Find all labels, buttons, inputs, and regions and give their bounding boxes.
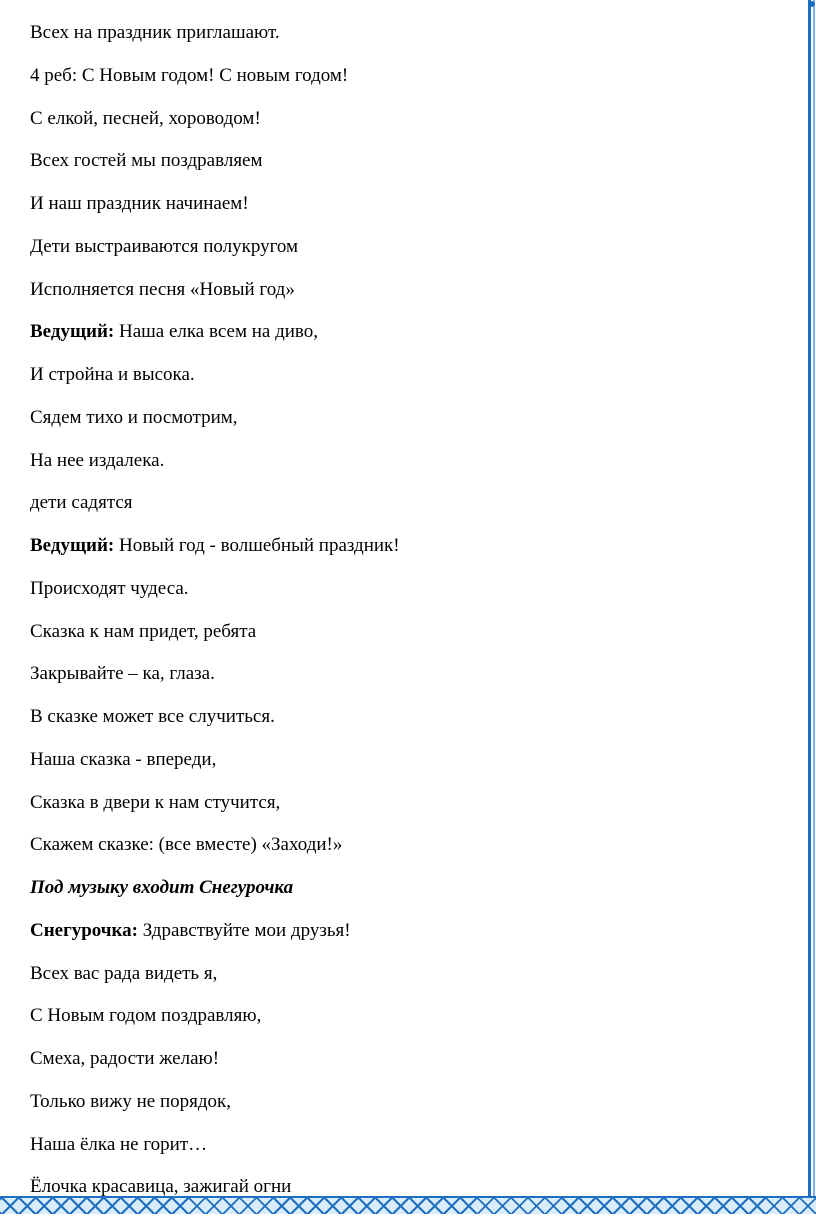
text-line: Наша сказка - впереди, (30, 748, 217, 770)
stage-direction: Под музыку входит Снегурочка (30, 877, 294, 898)
text-line: 4 реб: С Новым годом! С новым годом! (30, 64, 349, 86)
script-text (30, 20, 790, 1217)
speaker-name: Снегурочка: (30, 919, 139, 941)
speaker-line: Снегурочка: Здравствуйте мои друзья! (30, 919, 351, 941)
text-line: Всех на праздник приглашают. (30, 22, 280, 43)
stage-direction: Дети выстраиваются полукругом (30, 235, 299, 257)
text-line: С Новым годом поздравляю, (30, 1005, 262, 1027)
stage-direction: Исполняется песня «Новый год» (30, 278, 295, 300)
text-line: Ёлочка красавица, зажигай огни (30, 1176, 292, 1198)
speaker-name: Ведущий: (30, 321, 115, 343)
text-line: Смеха, радости желаю! (30, 1048, 220, 1069)
text-line: Происходят чудеса. (30, 577, 189, 599)
stage-direction: дети садятся (30, 492, 133, 514)
text-line: На нее издалека. (30, 449, 165, 471)
text-line: Всех гостей мы поздравляем (30, 150, 263, 172)
text-line: Всех вас рада видеть я, (30, 962, 218, 984)
text-line: И наш праздник начинаем! (30, 193, 249, 214)
text-line: Закрывайте – ка, глаза. (30, 663, 215, 685)
text-line: В сказке может все случиться. (30, 706, 275, 727)
speaker-line: Ведущий: Наша елка всем на диво, (30, 321, 319, 343)
text-line: С елкой, песней, хороводом! (30, 107, 261, 129)
text-line: Наша ёлка не горит… (30, 1133, 208, 1155)
text-line: Скажем сказке: (все вместе) «Заходи!» (30, 834, 343, 856)
speaker-line: Ведущий: Новый год - волшебный праздник! (30, 535, 400, 556)
speaker-name: Ведущий: (30, 535, 115, 556)
text-line: И стройна и высока. (30, 364, 195, 385)
text-line: Сказка в двери к нам стучится, (30, 791, 281, 813)
text-line: Только вижу не порядок, (30, 1090, 232, 1112)
page-border-corner (809, 1, 815, 7)
page-border-right (808, 0, 816, 1196)
text-line: Сядем тихо и посмотрим, (30, 406, 238, 428)
text-line: Сказка к нам придет, ребята (30, 620, 257, 642)
